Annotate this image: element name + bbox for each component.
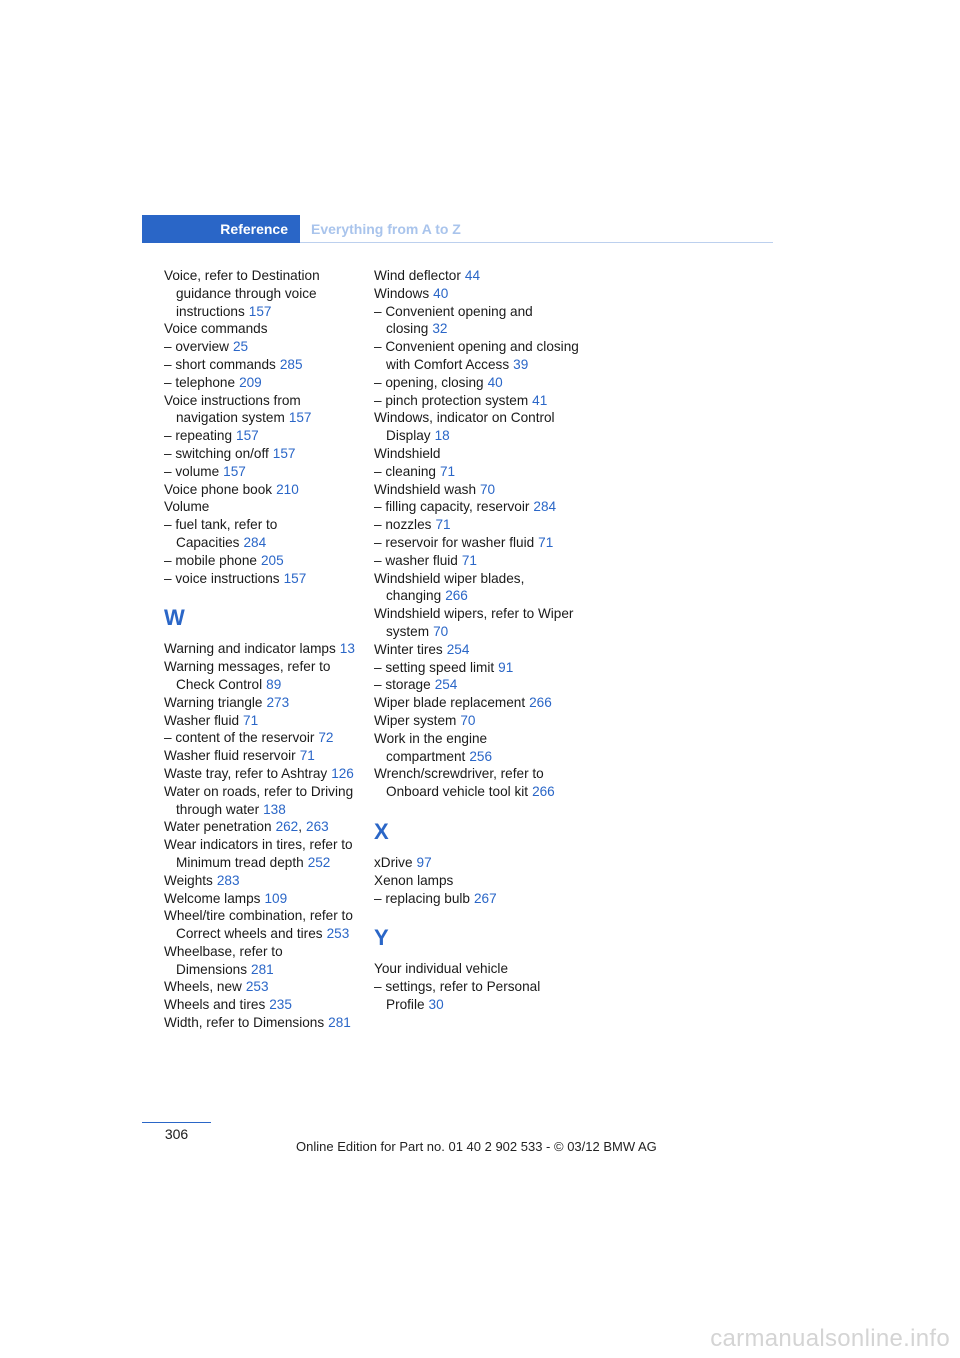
page-reference-link[interactable]: 254 bbox=[446, 641, 470, 657]
index-entry-text: – switching on/off bbox=[164, 445, 269, 461]
index-letter-heading: Y bbox=[374, 925, 389, 951]
index-entry-text: Wheels and tires bbox=[164, 997, 266, 1013]
index-entry bbox=[374, 392, 579, 410]
index-entry bbox=[374, 978, 579, 1014]
page-reference-link[interactable]: 235 bbox=[269, 997, 292, 1013]
index-entry bbox=[374, 303, 579, 339]
page-reference-link[interactable]: 39 bbox=[513, 356, 529, 372]
index-entry bbox=[374, 960, 579, 978]
index-entry-text: – settings, refer to Personal Profile bbox=[374, 979, 541, 1012]
index-entry-text: – telephone bbox=[164, 374, 236, 390]
index-entry-text: – cleaning bbox=[374, 463, 436, 479]
index-entry bbox=[374, 712, 579, 730]
index-entry bbox=[374, 534, 579, 552]
index-entry-text: Work in the engine compartment bbox=[374, 730, 488, 764]
index-entry bbox=[374, 481, 579, 499]
index-entry bbox=[374, 890, 579, 908]
page-reference-link[interactable]: 71 bbox=[243, 712, 259, 728]
index-entry bbox=[374, 570, 579, 606]
page-reference-link[interactable]: 267 bbox=[473, 890, 497, 906]
index-entry-text: Voice commands bbox=[164, 321, 268, 337]
page-reference-link[interactable]: 18 bbox=[434, 428, 450, 444]
page-reference-link[interactable]: 253 bbox=[326, 926, 350, 942]
page-reference-link[interactable]: 40 bbox=[487, 374, 503, 390]
page-reference-link[interactable]: 254 bbox=[434, 677, 458, 693]
footer-rule bbox=[142, 1122, 211, 1123]
page-reference-link[interactable]: 281 bbox=[251, 961, 274, 977]
index-entry-text: – repeating bbox=[164, 428, 233, 444]
page-reference-link[interactable]: 205 bbox=[260, 552, 284, 568]
index-entry-text: Wheels, new bbox=[164, 979, 242, 995]
page-reference-link[interactable]: 71 bbox=[461, 552, 477, 568]
index-entry-text: Wind deflector bbox=[374, 268, 461, 283]
page-reference-link[interactable]: 72 bbox=[318, 730, 334, 746]
index-entry bbox=[164, 907, 364, 943]
index-entry bbox=[164, 890, 364, 908]
index-entry-text: Voice, refer to Destination guidance through voice instructions bbox=[164, 268, 320, 319]
page-reference-link[interactable]: 126 bbox=[331, 765, 354, 781]
index-entry-text: – storage bbox=[374, 677, 431, 693]
page-reference-link[interactable]: 25 bbox=[232, 339, 249, 355]
index-entry bbox=[164, 943, 364, 979]
page-reference-link[interactable]: 71 bbox=[439, 463, 456, 479]
index-entry-text: – filling capacity, reservoir bbox=[374, 499, 530, 515]
index-letter-heading: X bbox=[374, 818, 389, 844]
index-entry bbox=[164, 338, 364, 356]
index-entry bbox=[164, 1014, 364, 1032]
index-entry-text: Xenon lamps bbox=[374, 872, 454, 888]
page-reference-link[interactable]: 32 bbox=[432, 321, 448, 337]
index-entry bbox=[164, 516, 364, 552]
page-reference-link[interactable]: 157 bbox=[236, 428, 259, 444]
index-entry bbox=[374, 338, 579, 374]
index-entry bbox=[374, 409, 579, 445]
page-reference-link[interactable]: 71 bbox=[538, 534, 554, 550]
index-entry bbox=[374, 605, 579, 641]
index-letter-heading: W bbox=[164, 605, 185, 631]
index-entry bbox=[164, 872, 364, 890]
index-entry bbox=[164, 463, 364, 481]
index-entry bbox=[164, 427, 364, 445]
index-entry bbox=[164, 356, 364, 374]
index-entry bbox=[374, 267, 579, 285]
index-entry bbox=[374, 445, 579, 463]
index-entry bbox=[164, 374, 364, 392]
page-reference-link[interactable]: 109 bbox=[264, 890, 288, 906]
index-entry-text: Windshield wipers, refer to Wiper system bbox=[374, 606, 574, 639]
index-entry bbox=[164, 481, 364, 499]
index-entry-text: – opening, closing bbox=[374, 374, 484, 390]
index-entry-text: – Convenient opening and closing with Comfort Access bbox=[374, 339, 579, 372]
index-entry-text: Volume bbox=[164, 499, 210, 515]
index-entry-text: Weights bbox=[164, 872, 213, 888]
page-reference-link[interactable]: 30 bbox=[428, 996, 444, 1012]
page-reference-link[interactable]: 70 bbox=[480, 481, 496, 497]
index-column-left bbox=[164, 267, 364, 1032]
index-entry-text: – reservoir for washer fluid bbox=[374, 534, 535, 550]
index-entry-text: Windows, indicator on Control Display bbox=[374, 410, 555, 444]
index-entry bbox=[164, 498, 364, 516]
page-reference-link[interactable]: 266 bbox=[445, 588, 468, 604]
page-reference-link[interactable]: 209 bbox=[239, 374, 262, 390]
header-topic-label: Everything from A to Z bbox=[311, 221, 461, 237]
page-reference-link[interactable]: 266 bbox=[529, 695, 552, 711]
index-entry bbox=[164, 783, 364, 819]
index-entry bbox=[374, 285, 579, 303]
index-entry bbox=[374, 694, 579, 712]
index-entry-text: Windshield wiper blades, changing bbox=[374, 570, 525, 604]
index-entry-text: – Convenient opening and closing bbox=[374, 303, 533, 337]
index-entry-text: Water penetration bbox=[164, 819, 272, 835]
index-entry-text: Washer fluid reservoir bbox=[164, 748, 296, 764]
page-reference-link[interactable]: 13 bbox=[339, 641, 355, 657]
index-entry bbox=[164, 765, 364, 783]
index-entry-text: – mobile phone bbox=[164, 552, 257, 568]
index-entry-text: – replacing bulb bbox=[374, 890, 470, 906]
page-reference-link[interactable]: 40 bbox=[433, 285, 449, 301]
index-entry bbox=[374, 765, 579, 801]
index-entry-text: – overview bbox=[164, 339, 229, 355]
index-entry-text: – setting speed limit bbox=[374, 659, 495, 675]
index-entry-text: Wiper blade replacement bbox=[374, 695, 526, 711]
index-entry-text: Waste tray, refer to Ashtray bbox=[164, 765, 328, 781]
index-entry bbox=[164, 445, 364, 463]
page-reference-link[interactable]: 284 bbox=[243, 534, 267, 550]
index-entry bbox=[164, 552, 364, 570]
page-reference-link[interactable]: 138 bbox=[263, 801, 286, 817]
page-reference-link[interactable]: 71 bbox=[435, 517, 451, 533]
page-reference-link[interactable]: 41 bbox=[532, 392, 548, 408]
index-entry bbox=[374, 552, 579, 570]
page-reference-link[interactable]: 71 bbox=[299, 748, 315, 764]
index-entry-text: – volume bbox=[164, 463, 220, 479]
page-reference-link[interactable]: 70 bbox=[433, 623, 449, 639]
index-entry bbox=[164, 267, 364, 320]
page-reference-link[interactable]: 157 bbox=[223, 463, 246, 479]
index-entry-text: – washer fluid bbox=[374, 552, 458, 568]
page-reference-link[interactable]: 44 bbox=[464, 268, 481, 283]
index-entry bbox=[164, 996, 364, 1014]
header-rule bbox=[300, 242, 773, 243]
header-section-label: Reference bbox=[142, 215, 300, 243]
index-entry bbox=[374, 854, 579, 872]
index-entry bbox=[164, 658, 364, 694]
edition-notice: Online Edition for Part no. 01 40 2 902 533 - © 03/12 BMW AG bbox=[296, 1139, 657, 1154]
index-entry bbox=[164, 818, 364, 836]
index-entry-text: Wheelbase, refer to Dimensions bbox=[164, 943, 283, 977]
index-entry-text: – nozzles bbox=[374, 517, 432, 533]
index-entry-text: Warning and indicator lamps bbox=[164, 641, 336, 657]
index-entry-text: Water on roads, refer to Driving through water bbox=[164, 783, 354, 817]
page-reference-link[interactable]: 157 bbox=[248, 303, 272, 319]
page-reference-link[interactable]: 262 bbox=[275, 819, 299, 835]
index-entry-text: Warning messages, refer to Check Control bbox=[164, 659, 331, 692]
index-entry bbox=[164, 978, 364, 996]
index-entry bbox=[164, 747, 364, 765]
index-entry-text: Wrench/screwdriver, refer to Onboard vehicle tool kit bbox=[374, 766, 544, 800]
index-entry-text: Wheel/tire combination, refer to Correct wheels and tires bbox=[164, 908, 353, 942]
index-entry-text: – voice instructions bbox=[164, 570, 280, 586]
index-entry-text: Wiper system bbox=[374, 712, 457, 728]
index-entry bbox=[374, 676, 579, 694]
index-entry-text: Width, refer to Dimensions bbox=[164, 1015, 325, 1031]
page-ref-separator: , bbox=[298, 819, 303, 835]
index-entry-text: Voice instructions from navigation system bbox=[164, 392, 301, 426]
index-entry bbox=[374, 463, 579, 481]
page-reference-link[interactable]: 273 bbox=[266, 694, 290, 710]
index-entry bbox=[164, 640, 364, 658]
index-column-right bbox=[374, 267, 579, 1014]
page-reference-link[interactable]: 283 bbox=[216, 872, 240, 888]
index-entry-text: – short commands bbox=[164, 356, 276, 372]
page-reference-link[interactable]: 266 bbox=[532, 784, 555, 800]
index-entry bbox=[374, 641, 579, 659]
index-entry bbox=[164, 392, 364, 428]
index-entry bbox=[374, 872, 579, 890]
watermark: carmanualsonline.info bbox=[710, 1325, 950, 1352]
page-header bbox=[142, 215, 773, 243]
index-entry-text: – fuel tank, refer to Capacities bbox=[164, 517, 278, 550]
index-entry-text: Your individual vehicle bbox=[374, 961, 509, 977]
page-reference-link[interactable]: 157 bbox=[288, 410, 312, 426]
page-reference-link[interactable]: 252 bbox=[307, 854, 331, 870]
index-entry bbox=[164, 570, 364, 588]
index-entry-text: Warning triangle bbox=[164, 694, 263, 710]
page-reference-link[interactable]: 91 bbox=[498, 659, 514, 675]
index-entry-text: – pinch protection system bbox=[374, 392, 529, 408]
index-entry bbox=[164, 729, 364, 747]
index-entry-text: Windshield bbox=[374, 445, 441, 461]
index-entry bbox=[374, 659, 579, 677]
index-entry bbox=[164, 836, 364, 872]
index-entry bbox=[164, 712, 364, 730]
index-entry bbox=[374, 516, 579, 534]
index-entry-text: Winter tires bbox=[374, 641, 443, 657]
page-reference-link[interactable]: 284 bbox=[533, 499, 557, 515]
page-reference-link[interactable]: 157 bbox=[272, 445, 296, 461]
page-reference-link[interactable]: 97 bbox=[416, 854, 432, 870]
index-entry-text: – content of the reservoir bbox=[164, 730, 315, 746]
page-reference-link[interactable]: 253 bbox=[245, 979, 269, 995]
index-entry bbox=[374, 374, 579, 392]
page-reference-link[interactable]: 281 bbox=[328, 1015, 351, 1031]
page-reference-link[interactable]: 70 bbox=[460, 712, 476, 728]
index-entry-text: Welcome lamps bbox=[164, 890, 261, 906]
index-entry-text: Wear indicators in tires, refer to Minimum tread depth bbox=[164, 837, 353, 870]
page-reference-link[interactable]: 89 bbox=[266, 676, 282, 692]
index-entry-text: Windows bbox=[374, 285, 430, 301]
index-entry bbox=[164, 694, 364, 712]
page-number: 306 bbox=[164, 1126, 189, 1142]
page-reference-link[interactable]: 157 bbox=[283, 570, 307, 586]
page-reference-link[interactable]: 263 bbox=[306, 819, 329, 835]
page-reference-link[interactable]: 285 bbox=[279, 356, 303, 372]
page-reference-link[interactable]: 256 bbox=[469, 748, 493, 764]
index-entry-text: xDrive bbox=[374, 854, 413, 870]
index-entry-text: Voice phone book bbox=[164, 481, 273, 497]
index-entry bbox=[374, 498, 579, 516]
index-entry-text: Washer fluid bbox=[164, 712, 240, 728]
index-entry bbox=[374, 730, 579, 766]
index-entry-text: Windshield wash bbox=[374, 481, 476, 497]
page-reference-link[interactable]: 210 bbox=[276, 481, 299, 497]
index-entry bbox=[164, 320, 364, 338]
